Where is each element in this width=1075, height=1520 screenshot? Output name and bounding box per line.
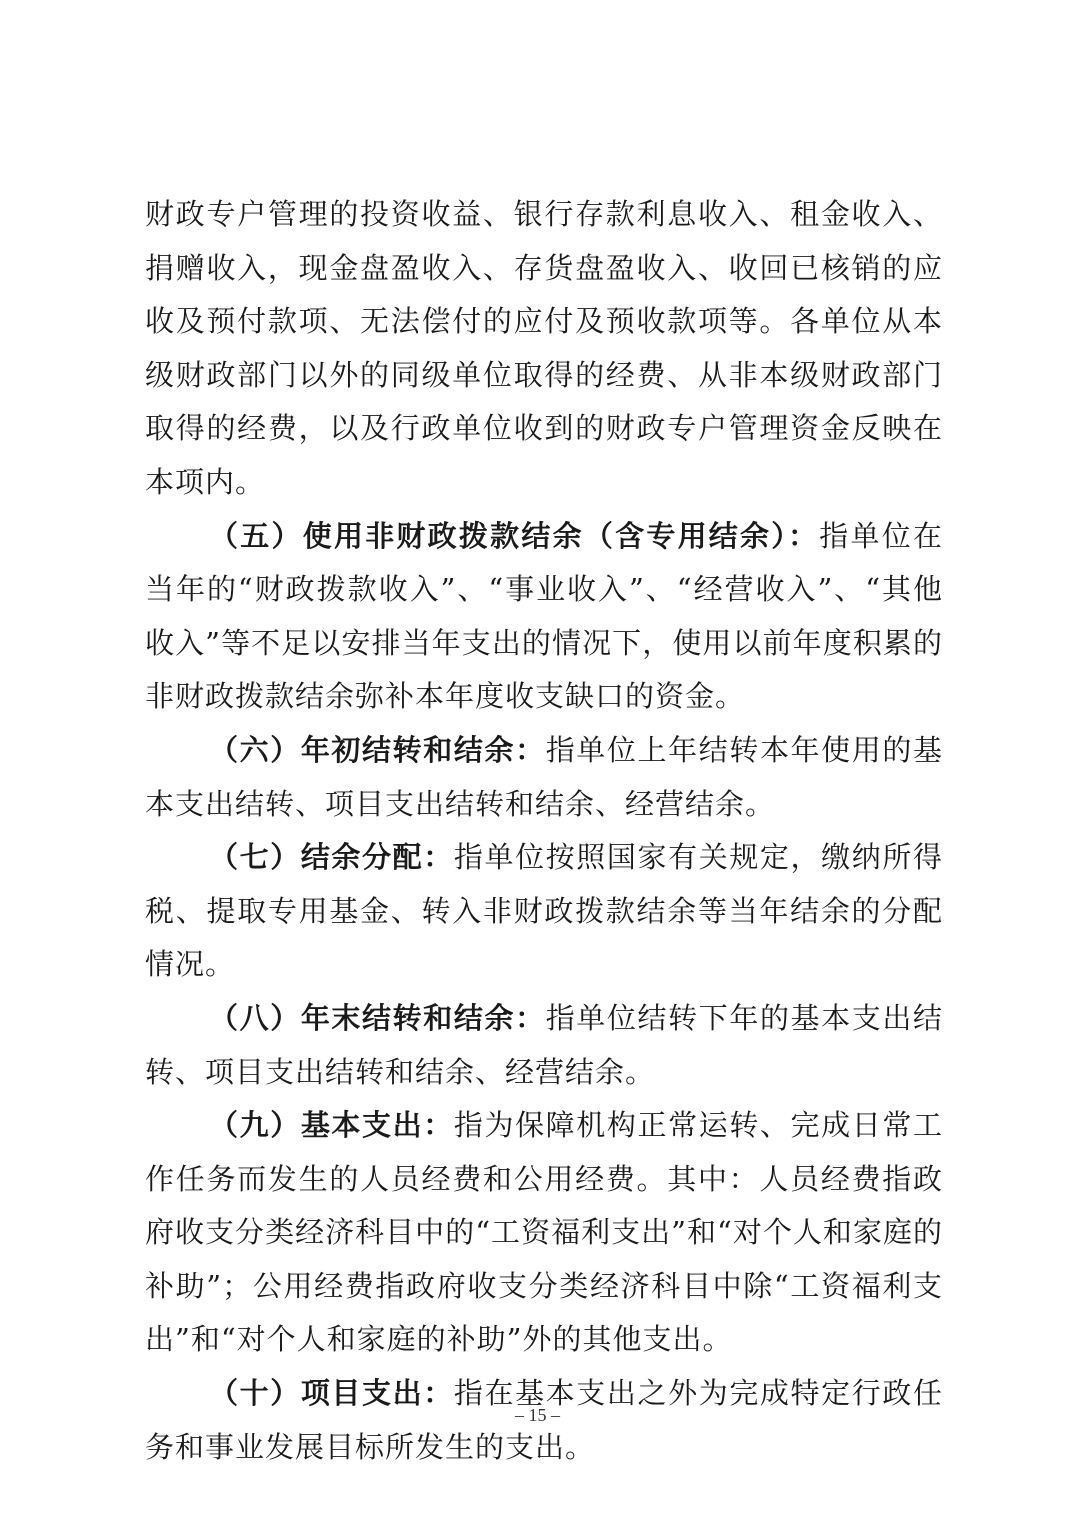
- paragraph-text: 指单位结转下年的基本支出结转、项目支出结转和结余、经营结余。: [145, 1000, 943, 1089]
- item-term: （八）年末结转和结余：: [209, 1000, 546, 1035]
- paragraph-text: 财政专户管理的投资收益、银行存款利息收入、租金收入、捐赠收入，现金盘盈收入、存货盘盈收入、收回已核销的应收及预付款项、无法偿付的应付及预收款项等。各单位从本级财政部门以外的同级单位取得的经费、从非本级财政部门取得的经费，以及行政单位收到的财政专户管理资金反映在本项内。: [145, 197, 943, 499]
- paragraph-item-6: [145, 724, 943, 831]
- document-body: [145, 188, 943, 1474]
- item-term: （六）年初结转和结余：: [209, 732, 546, 767]
- paragraph-text: 指单位在当年的“财政拨款收入”、“事业收入”、“经营收入”、“其他收入”等不足以安排当年支出的情况下，使用以前年度积累的非财政拨款结余弥补本年度收支缺口的资金。: [145, 518, 943, 714]
- paragraph-text: 指为保障机构正常运转、完成日常工作任务而发生的人员经费和公用经费。其中：人员经费指政府收支分类经济科目中的“工资福利支出”和“对个人和家庭的补助”；公用经费指政府收支分类经济科目中除“工资福利支出”和“对个人和家庭的补助”外的其他支出。: [145, 1108, 943, 1357]
- page-number: – 15 –: [515, 1405, 560, 1425]
- paragraph-text: 指单位上年结转本年使用的基本支出结转、项目支出结转和结余、经营结余。: [145, 732, 943, 821]
- item-term: （十）项目支出：: [209, 1376, 454, 1411]
- item-term: （九）基本支出：: [209, 1108, 454, 1143]
- paragraph-text: 指单位按照国家有关规定，缴纳所得税、提取专用基金、转入非财政拨款结余等当年结余的分配情况。: [145, 840, 943, 982]
- item-term: （七）结余分配：: [209, 840, 454, 875]
- item-term: （五）使用非财政拨款结余（含专用结余）：: [209, 518, 820, 553]
- paragraph-text: 指在基本支出之外为完成特定行政任务和事业发展目标所发生的支出。: [145, 1376, 943, 1464]
- paragraph-item-5: [145, 510, 943, 724]
- paragraph-continuation: [145, 188, 943, 510]
- paragraph-item-7: [145, 831, 943, 992]
- paragraph-item-8: [145, 992, 943, 1099]
- paragraph-item-9: [145, 1099, 943, 1367]
